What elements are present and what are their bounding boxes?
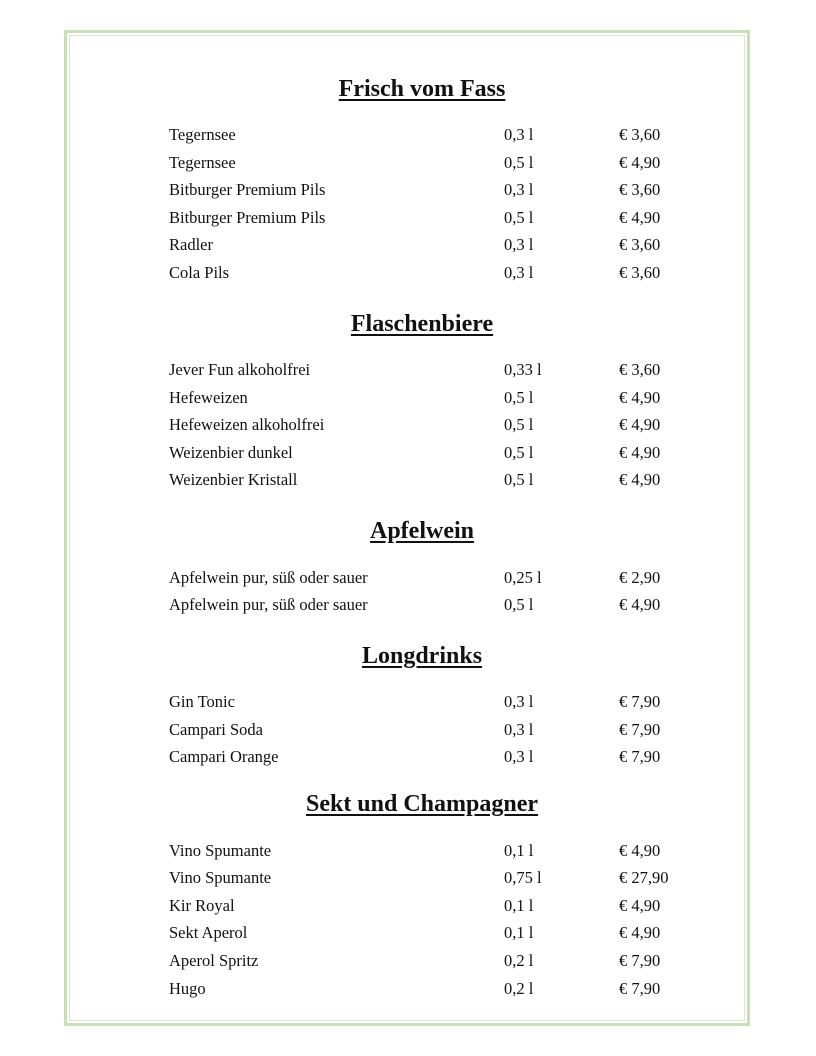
item-name: Sekt Aperol [169,923,248,943]
menu-row [0,840,816,862]
menu-row [0,867,816,889]
item-price: € 4,90 [619,895,661,915]
section-title-flaschenbiere: Flaschenbiere [350,311,494,337]
menu-row [0,387,816,409]
item-price: € 3,60 [619,263,661,282]
item-price: € 4,90 [619,415,661,435]
item-volume: 0,5 l [504,442,534,462]
section-title-apfelwein: Apfelwein [370,518,474,544]
item-name: Hefeweizen [169,387,248,407]
item-name: Apfelwein pur, süß oder sauer [169,567,368,587]
item-volume: 0,5 l [504,470,534,490]
section-title-longdrinks: Longdrinks [361,643,483,669]
item-volume: 0,5 l [504,207,534,227]
section-title-frisch-vom-fass: Frisch vom Fass [338,76,506,102]
item-name: Cola Pils [169,263,230,282]
item-price: € 3,60 [619,125,661,144]
menu-row [0,978,816,1000]
item-price: € 7,90 [619,978,661,998]
item-name: Kir Royal [169,895,235,915]
item-volume: 0,5 l [504,415,534,435]
menu-row [0,442,816,464]
menu-row [0,234,816,256]
item-volume: 0,5 l [504,595,534,615]
item-volume: 0,3 l [504,692,534,711]
menu-row [0,594,816,616]
item-volume: 0,1 l [504,895,534,915]
item-volume: 0,3 l [504,719,534,739]
item-name: Radler [169,235,213,255]
item-price: € 7,90 [619,747,661,767]
item-volume: 0,3 l [504,125,534,144]
item-price: € 27,90 [619,868,669,888]
menu-row [0,567,816,589]
item-price: € 3,60 [619,360,661,379]
item-name: Tegernsee [169,152,236,172]
item-price: € 4,90 [619,840,661,860]
menu-row [0,950,816,972]
item-name: Bitburger Premium Pils [169,180,326,200]
item-name: Vino Spumante [169,840,272,860]
item-name: Aperol Spritz [169,950,259,970]
item-name: Vino Spumante [169,868,272,888]
item-volume: 0,1 l [504,923,534,943]
item-price: € 4,90 [619,470,661,490]
item-price: € 2,90 [619,567,661,587]
menu-row [0,895,816,917]
item-volume: 0,2 l [504,978,534,998]
menu-row [0,469,816,491]
item-price: € 3,60 [619,180,661,200]
menu-row [0,414,816,436]
item-name: Weizenbier Kristall [169,470,298,490]
item-price: € 7,90 [619,719,661,739]
item-price: € 4,90 [619,152,661,172]
item-name: Gin Tonic [169,692,235,711]
item-volume: 0,25 l [504,567,542,587]
menu-row [0,746,816,768]
item-name: Tegernsee [169,125,236,144]
item-name: Weizenbier dunkel [169,442,293,462]
menu-row [0,691,816,713]
item-name: Jever Fun alkoholfrei [169,360,311,379]
item-price: € 3,60 [619,235,661,255]
menu-row [0,719,816,741]
section-title-sekt-und-champagner: Sekt und Champagner [305,791,539,817]
item-name: Apfelwein pur, süß oder sauer [169,595,368,615]
menu-row [0,262,816,284]
item-price: € 7,90 [619,950,661,970]
item-volume: 0,2 l [504,950,534,970]
item-volume: 0,33 l [504,360,542,379]
item-volume: 0,3 l [504,180,534,200]
menu-row [0,207,816,229]
menu-row [0,179,816,201]
item-volume: 0,75 l [504,868,542,888]
item-name: Bitburger Premium Pils [169,207,326,227]
item-name: Campari Orange [169,747,279,767]
item-price: € 4,90 [619,207,661,227]
menu-row [0,922,816,944]
item-name: Hefeweizen alkoholfrei [169,415,325,435]
item-volume: 0,3 l [504,263,534,282]
item-price: € 7,90 [619,692,661,711]
item-volume: 0,1 l [504,840,534,860]
item-price: € 4,90 [619,595,661,615]
item-volume: 0,3 l [504,235,534,255]
item-volume: 0,3 l [504,747,534,767]
item-price: € 4,90 [619,923,661,943]
menu-row [0,152,816,174]
item-volume: 0,5 l [504,152,534,172]
menu-row [0,124,816,146]
item-volume: 0,5 l [504,387,534,407]
item-name: Hugo [169,978,206,998]
item-price: € 4,90 [619,442,661,462]
item-name: Campari Soda [169,719,263,739]
item-price: € 4,90 [619,387,661,407]
menu-row [0,359,816,381]
